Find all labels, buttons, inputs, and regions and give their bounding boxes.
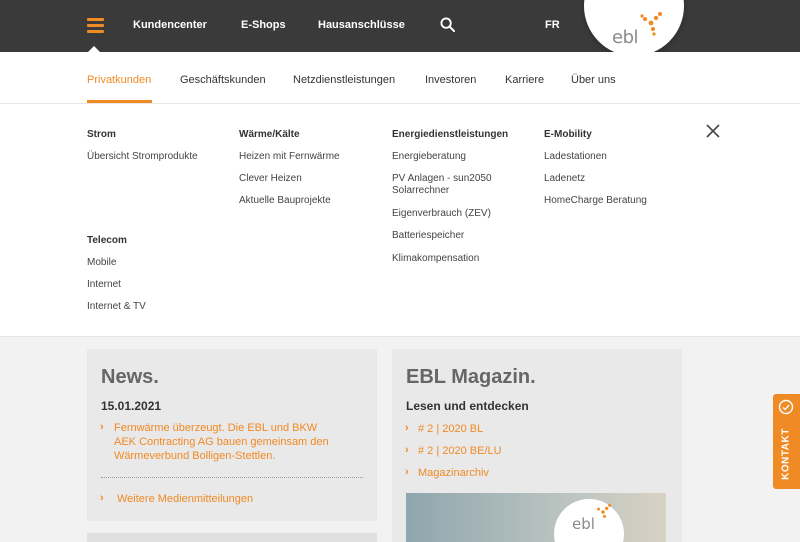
- nav-netzdienstleistungen[interactable]: Netzdienstleistungen: [293, 74, 396, 86]
- magazine-link-bl[interactable]: # 2 | 2020 BL: [418, 423, 484, 435]
- nav-ueber-uns[interactable]: Über uns: [571, 74, 616, 86]
- news-article-link[interactable]: Wärmeverbund Bolligen-Stettlen.: [114, 450, 276, 462]
- menu-heading-emobility: E-Mobility: [544, 129, 592, 140]
- mega-menu: [0, 104, 800, 337]
- logo-mark-icon: [592, 501, 614, 523]
- magazine-link-be-lu[interactable]: # 2 | 2020 BE/LU: [418, 445, 502, 457]
- magazine-title: EBL Magazin.: [406, 366, 536, 388]
- nav-investoren[interactable]: Investoren: [425, 74, 477, 86]
- divider: [101, 477, 363, 478]
- menu-link[interactable]: HomeCharge Beratung: [544, 195, 647, 206]
- menu-link[interactable]: Batteriespeicher: [392, 230, 465, 241]
- search-icon[interactable]: [440, 17, 455, 32]
- logo-text: ebl: [612, 27, 639, 48]
- news-article-link[interactable]: Fernwärme überzeugt. Die EBL und BKW: [114, 422, 318, 434]
- main-nav: [0, 52, 800, 104]
- active-nav-underline: [87, 100, 152, 103]
- menu-link[interactable]: PV Anlagen - sun2050: [392, 173, 492, 184]
- menu-link[interactable]: Übersicht Stromprodukte: [87, 151, 198, 162]
- contact-label: KONTAKT: [780, 428, 792, 480]
- menu-heading-telecom: Telecom: [87, 235, 127, 246]
- news-title: News.: [101, 366, 159, 388]
- language-switch[interactable]: FR: [545, 19, 560, 31]
- next-card-edge: [87, 533, 377, 542]
- menu-link[interactable]: Ladenetz: [544, 173, 586, 184]
- contact-tab[interactable]: [773, 394, 800, 489]
- logo-mark-icon: [636, 8, 666, 38]
- nav-geschaeftskunden[interactable]: Geschäftskunden: [180, 74, 266, 86]
- menu-link[interactable]: Clever Heizen: [239, 173, 302, 184]
- toplink-kundencenter[interactable]: Kundencenter: [133, 19, 207, 31]
- menu-link[interactable]: Aktuelle Bauprojekte: [239, 195, 331, 206]
- menu-link[interactable]: Internet & TV: [87, 301, 146, 312]
- news-date: 15.01.2021: [101, 399, 162, 413]
- hamburger-menu-icon[interactable]: [87, 18, 104, 32]
- chevron-right-icon: ›: [405, 422, 409, 434]
- news-article-link[interactable]: AEK Contracting AG bauen gemeinsam den: [114, 436, 329, 448]
- menu-heading-waerme: Wärme/Kälte: [239, 129, 300, 140]
- close-icon[interactable]: [706, 124, 720, 138]
- toplink-e-shops[interactable]: E-Shops: [241, 19, 286, 31]
- menu-link[interactable]: Mobile: [87, 257, 117, 268]
- menu-link[interactable]: Heizen mit Fernwärme: [239, 151, 340, 162]
- menu-link[interactable]: Ladestationen: [544, 151, 607, 162]
- chevron-right-icon: ›: [100, 421, 104, 433]
- magazine-subtitle: Lesen und entdecken: [406, 399, 529, 413]
- menu-heading-strom: Strom: [87, 129, 116, 140]
- menu-link[interactable]: Klimakompensation: [392, 253, 480, 264]
- menu-link[interactable]: Solarrechner: [392, 185, 450, 196]
- magazine-archive-link[interactable]: Magazinarchiv: [418, 467, 489, 479]
- menu-link[interactable]: Energieberatung: [392, 151, 466, 162]
- news-more-link[interactable]: Weitere Medienmitteilungen: [117, 493, 254, 505]
- magazine-logo-text: ebl: [572, 515, 595, 533]
- chevron-right-icon: ›: [405, 466, 409, 478]
- magazine-cover-image[interactable]: [406, 493, 666, 542]
- chevron-right-icon: ›: [405, 444, 409, 456]
- nav-karriere[interactable]: Karriere: [505, 74, 545, 86]
- menu-heading-energie: Energiedienstleistungen: [392, 129, 509, 140]
- toplink-hausanschluesse[interactable]: Hausanschlüsse: [318, 19, 405, 31]
- menu-link[interactable]: Eigenverbrauch (ZEV): [392, 208, 491, 219]
- chevron-right-icon: ›: [100, 492, 104, 504]
- contact-chat-icon: [778, 399, 794, 415]
- menu-link[interactable]: Internet: [87, 279, 121, 290]
- nav-privatkunden[interactable]: Privatkunden: [87, 74, 152, 86]
